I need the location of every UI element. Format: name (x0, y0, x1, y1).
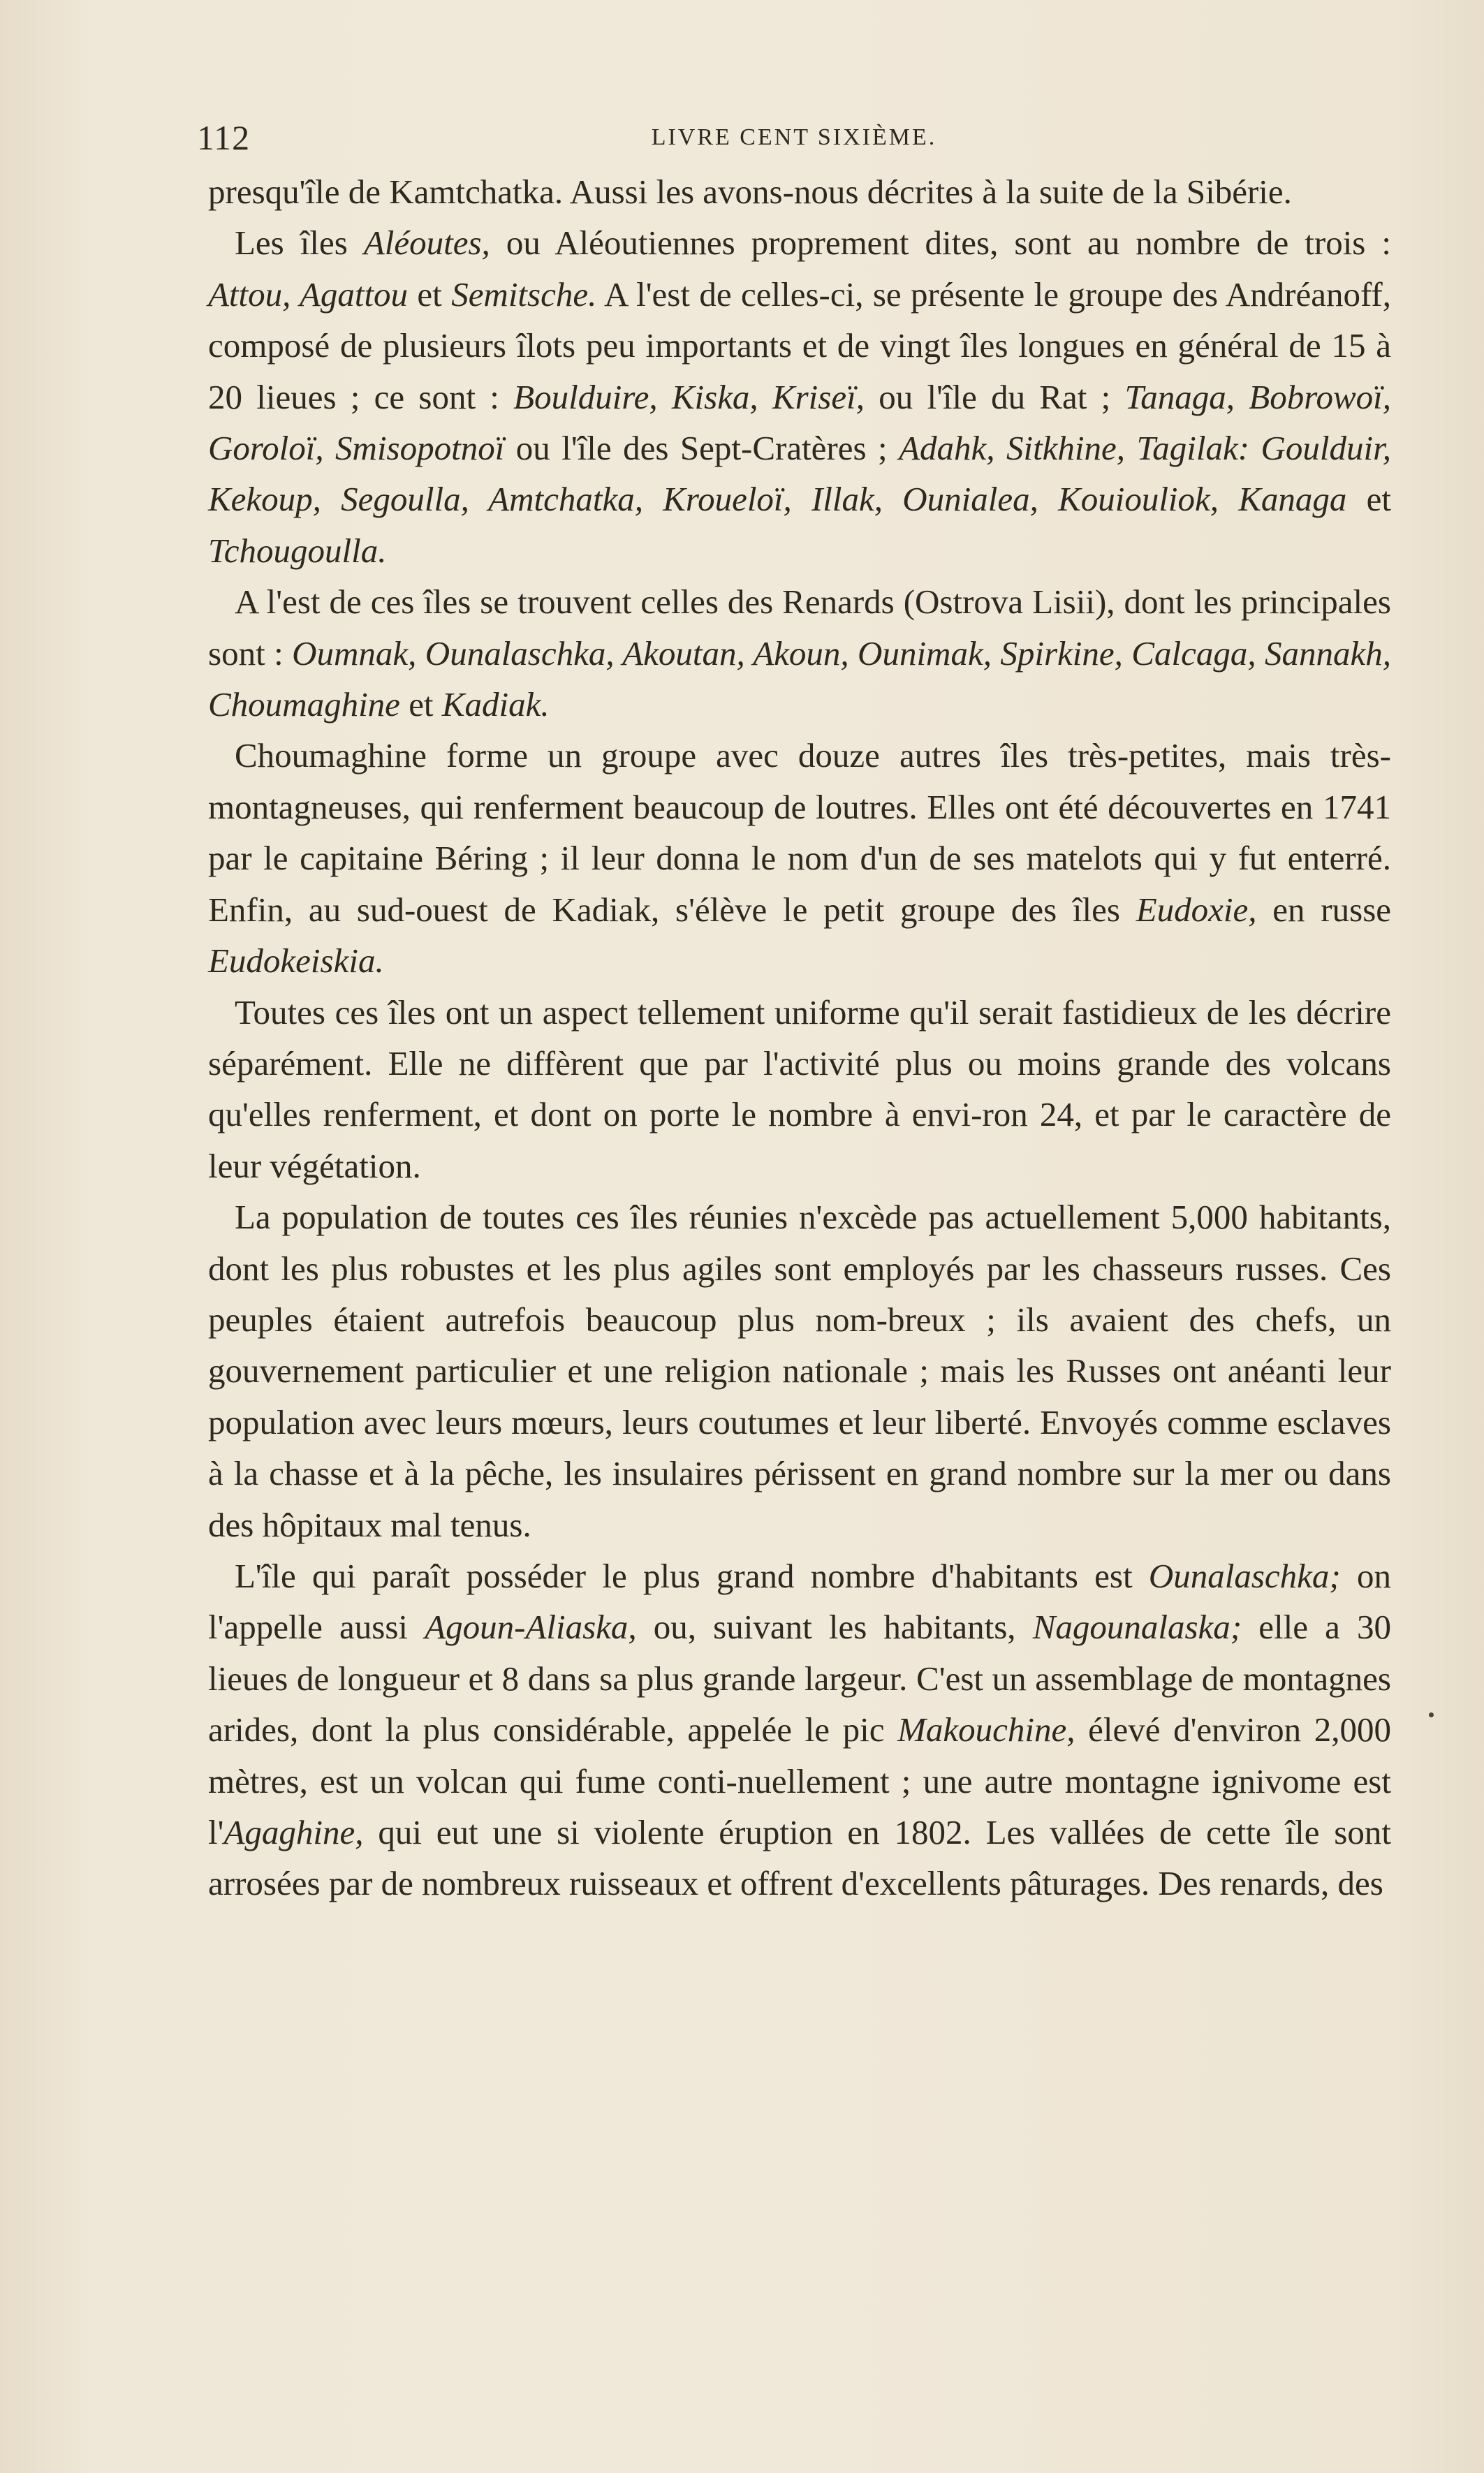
text-run: ou Aléoutiennes proprement dites, sont au nombre de trois : (490, 223, 1391, 263)
island-name: Ounalaschka; (1148, 1556, 1341, 1595)
paragraph-renards (208, 576, 1391, 730)
island-name: Kadiak. (441, 685, 550, 724)
running-title: LIVRE CENT SIXIÈME. (651, 124, 937, 150)
mountain-name: Makouchine, (897, 1710, 1075, 1749)
text-run: Les îles (235, 223, 364, 263)
running-head (197, 117, 1391, 159)
island-name: Attou, Agattou (208, 274, 409, 314)
text-run: Choumaghine forme un groupe avec douze autres îles très-petites, mais très-montagneuses, qui renferment beaucoup de loutres. Elles ont été découvertes en 1741 par le capitaine Béring ; il leur donna le nom d'un de ses matelots qui y fut enterré. Enfin, au sud-ouest de Kadiak, s'élève le petit groupe des îles (208, 736, 1391, 929)
mountain-name: Agaghine, (223, 1813, 364, 1851)
island-name: Adahk, Sitkhine, Tagilak: Goulduir, Kekoup, Segoulla, Amtchatka, Kroueloï, Illak, Ounialea, Kouiouliok, Kanaga (208, 429, 1391, 519)
body-text (208, 166, 1391, 1909)
text-run: en russe (1256, 890, 1392, 929)
text-run: on l'appelle aussi (208, 1556, 1392, 1647)
paragraph-aspect (208, 987, 1391, 1192)
paragraph-choumaghine (208, 730, 1391, 986)
island-name: Aléoutes, (363, 223, 490, 263)
text-run: et (399, 685, 442, 724)
text-run: et (1346, 480, 1391, 519)
text-run: qui eut une si violente éruption en 1802. Les vallées de cette île sont arrosées par de nombreux ruisseaux et offrent d'excellents pâturages. Des renards, des (208, 1813, 1391, 1903)
text-run: Toutes ces îles ont un aspect tellement uniforme qu'il serait fastidieux de les décrire séparément. Elle ne diffèrent que par l'activité plus ou moins grande des volcans qu'elles renferment, et dont on porte le nombre à envi-ron 24, et par le caractère de leur végétation. (208, 992, 1391, 1185)
ink-smudge (1429, 1712, 1434, 1717)
text-run: ou l'île des Sept-Cratères ; (504, 429, 899, 468)
island-name: Oumnak, Ounalaschka, Akoutan, Akoun, Ounimak, Spirkine, Calcaga, Sannakh, Choumaghine (208, 633, 1392, 724)
text-run: presqu'île de Kamtchatka. Aussi les avons-nous décrites à la suite de la Sibérie. (208, 173, 1292, 211)
island-name: Semitsche. (451, 274, 597, 314)
text-run: ou l'île du Rat ; (864, 377, 1125, 416)
text-run: élevé d'environ 2,000 mètres, est un volcan qui fume conti-nuellement ; une autre montagne ignivome est l' (208, 1710, 1391, 1851)
text-run: La population de toutes ces îles réunies n'excède pas actuellement 5,000 habitants, dont les plus robustes et les plus agiles sont employés par les chasseurs russes. Ces peuples étaient autrefois beaucoup plus nom-breux ; ils avaient des chefs, un gouvernement particulier et une religion nationale ; mais les Russes ont anéanti leur population avec leurs mœurs, leurs coutumes et leur liberté. Envoyés comme esclaves à la chasse et à la pêche, les insulaires périssent en grand nombre sur la mer ou dans des hôpitaux mal tenus. (208, 1198, 1391, 1544)
paragraph-aleoutes (208, 217, 1391, 576)
paragraph-continuation (208, 166, 1391, 217)
island-name: Eudoxie, (1136, 890, 1257, 929)
island-name: Nagounalaska; (1032, 1608, 1242, 1647)
page-number: 112 (197, 118, 251, 157)
island-name: Eudokeiskia. (208, 941, 384, 981)
text-run: L'île qui paraît posséder le plus grand nombre d'habitants est (235, 1556, 1149, 1595)
text-run: ou, suivant les habitants, (636, 1608, 1033, 1647)
paragraph-population (208, 1191, 1391, 1550)
text-run: elle a 30 lieues de longueur et 8 dans sa plus grande largeur. C'est un assemblage de montagnes arides, dont la plus considérable, appelée le pic (208, 1608, 1391, 1749)
island-name: Tchougoulla. (208, 531, 387, 570)
paragraph-ounalaschka (208, 1550, 1391, 1909)
text-run: et (408, 274, 452, 314)
island-name: Boulduire, Kiska, Kriseï, (513, 377, 865, 416)
text-run: A l'est de ces îles se trouvent celles des Renards (Ostrova Lisii), dont les principales sont : (208, 582, 1391, 673)
text-run: A l'est de celles-ci, se présente le groupe des Andréanoff, composé de plusieurs îlots peu importants et de vingt îles longues en général de 15 à 20 lieues ; ce sont : (208, 274, 1391, 416)
island-name: Agoun-Aliaska, (425, 1608, 637, 1647)
island-name: Tanaga, Bobrowoï, Goroloï, Smisopotnoï (208, 377, 1392, 468)
